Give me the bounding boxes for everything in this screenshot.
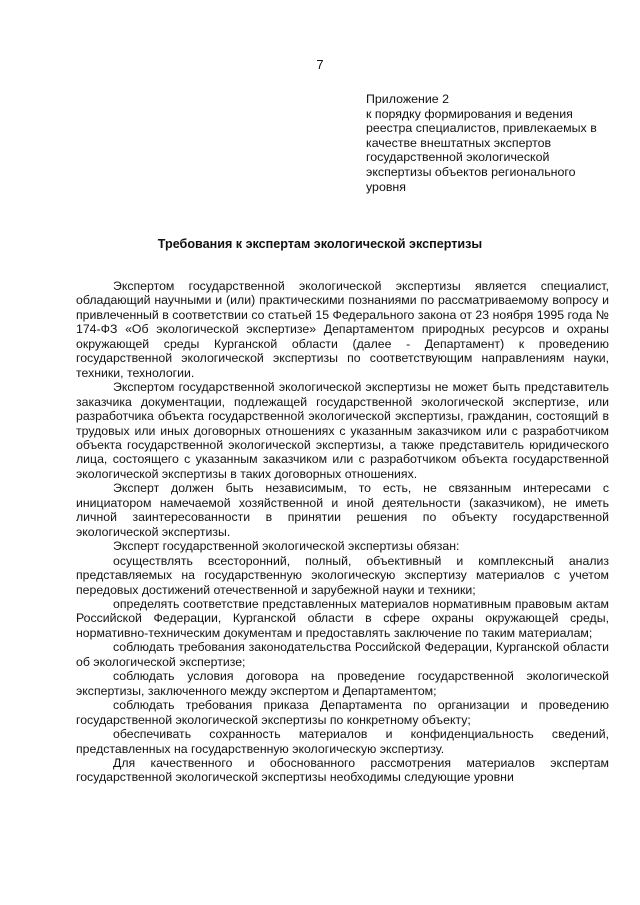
paragraph: Экспертом государственной экологической экспертизы не может быть представитель заказчика документации, подлежащей государственной экологической экспертизе, или разработчика объекта государственной экологической экспертизы, гражданин, состоящий в трудовых или иных договорных отношениях с указанным заказчиком или с разработчиком объекта государственной экологической экспертизы, а также представитель юридического лица, состоящего с указанным заказчиком или с разработчиком объекта государственной экологической экспертизы в таких договорных отношениях. — [76, 380, 609, 481]
appendix-line: к порядку формирования и ведения — [366, 106, 573, 121]
appendix-line: качестве внештатных экспертов — [366, 135, 552, 150]
appendix-line: экспертизы объектов регионального — [366, 164, 576, 179]
document-title: Требования к экспертам экологической экспертизы — [157, 237, 483, 251]
paragraph: Экспертом государственной экологической экспертизы является специалист, обладающий научными и (или) практическими познаниями по рассматриваемому вопросу и привлеченный в соответствии со статьей 15 Федерального закона от 23 ноября 1995 года № 174-ФЗ «Об экологической экспертизе» Департаментом природных ресурсов и охраны окружающей среды Курганской области (далее - Департамент) к проведению государственной экологической экспертизы по соответствующим направлениям науки, техники, технологии. — [76, 279, 609, 380]
appendix-note — [366, 92, 614, 194]
paragraph: обеспечивать сохранность материалов и конфиденциальность сведений, представленных на государственную экологическую экспертизу. — [76, 727, 609, 756]
paragraph: Эксперт государственной экологической экспертизы обязан: — [113, 539, 460, 554]
paragraph: соблюдать требования приказа Департамента по организации и проведению государственной экологической экспертизы по конкретному объекту; — [76, 698, 609, 727]
paragraph: определять соответствие представленных материалов нормативным правовым актам Российской Федерации, Курганской области в сфере охраны окружающей среды, нормативно-техническим документам и предоставлять заключение по таким материалам; — [76, 596, 609, 640]
paragraph: соблюдать требования законодательства Российской Федерации, Курганской области об экологической экспертизе; — [76, 640, 609, 669]
paragraph: соблюдать условия договора на проведение государственной экологической экспертизы, заключенного между экспертом и Департаментом; — [76, 669, 609, 698]
page-number: 7 — [316, 57, 324, 72]
paragraph: осуществлять всесторонний, полный, объективный и комплексный анализ представляемых на государственную экологическую экспертизу материалов с учетом передовых достижений отечественной и зарубежной науки и техники; — [76, 553, 609, 597]
appendix-line: государственной экологической — [366, 150, 550, 165]
appendix-line: реестра специалистов, привлекаемых в — [366, 121, 597, 136]
document-body — [76, 279, 609, 785]
appendix-line: уровня — [366, 179, 406, 194]
paragraph: Эксперт должен быть независимым, то есть, не связанным интересами с инициатором намечаемой хозяйственной и иной деятельности (заказчиком), не иметь личной заинтересованности в принятии решения по объекту государственной экологической экспертизы. — [76, 481, 609, 539]
appendix-line: Приложение 2 — [366, 92, 450, 106]
paragraph: Для качественного и обоснованного рассмотрения материалов экспертам государственной экологической экспертизы необходимы следующие уровни — [76, 755, 609, 785]
